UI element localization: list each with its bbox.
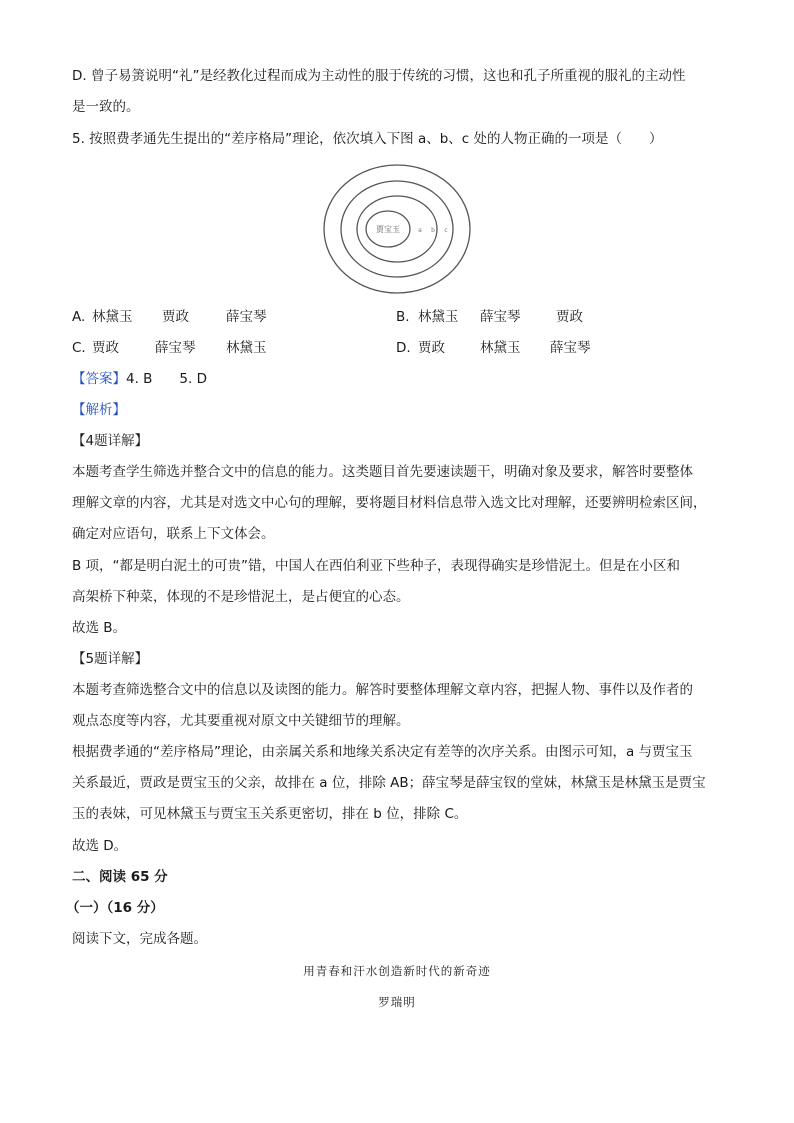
q5-detail-p6: 故选 D。 xyxy=(72,838,128,854)
diagram-label-a: a xyxy=(418,227,422,234)
section-two-title: 二、阅读 65 分 xyxy=(72,869,168,885)
q5-option-d xyxy=(396,338,591,358)
q4-detail-p2: 理解文章的内容，尤其是对选文中心句的理解，要将题目材料信息带入选文比对理解，还要辨明检索区间， xyxy=(72,495,707,511)
option-letter: C. xyxy=(72,340,86,356)
q5-detail-p2: 观点态度等内容，尤其要重视对原文中关键细节的理解。 xyxy=(72,713,410,729)
q5-option-c xyxy=(72,338,267,358)
q4-option-d-line1: D. 曾子易箦说明“礼”是经教化过程而成为主动性的服于传统的习惯，这也和孔子所重视的服礼的主动性 xyxy=(72,68,686,84)
option-name: 贾政 xyxy=(92,340,119,356)
article-title: 用青春和汗水创造新时代的新奇迹 xyxy=(303,964,491,978)
analysis-label: 【解析】 xyxy=(72,402,126,418)
q4-detail-p1: 本题考查学生筛选并整合文中的信息的能力。这类题目首先要速读题干，明确对象及要求，解答时要整体 xyxy=(72,464,693,480)
diagram-label-b: b xyxy=(431,227,435,234)
option-name: 贾政 xyxy=(556,309,583,325)
q5-detail-label: 【5题详解】 xyxy=(72,651,149,667)
option-name: 薛宝琴 xyxy=(550,340,591,356)
q4-detail-label: 【4题详解】 xyxy=(72,433,149,449)
q5-detail-p5: 玉的表妹，可见林黛玉与贾宝玉关系更密切，排在 b 位，排除 C。 xyxy=(72,806,468,822)
option-name: 林黛玉 xyxy=(92,309,133,325)
option-name: 贾政 xyxy=(418,340,445,356)
q5-detail-p3: 根据费孝通的“差序格局”理论，由亲属关系和地缘关系决定有差等的次序关系。由图示可知，a 与贾宝玉 xyxy=(72,744,693,760)
option-name: 薛宝琴 xyxy=(155,340,196,356)
q5-option-b xyxy=(396,307,583,327)
option-name: 林黛玉 xyxy=(418,309,459,325)
q4-detail-p3: 确定对应语句，联系上下文体会。 xyxy=(72,526,275,542)
option-name: 林黛玉 xyxy=(480,340,521,356)
q5-option-a xyxy=(72,307,267,327)
option-name: 林黛玉 xyxy=(226,340,267,356)
option-letter: A. xyxy=(72,309,86,325)
q5-detail-p4: 关系最近，贾政是贾宝玉的父亲，故排在 a 位，排除 AB；薛宝琴是薛宝钗的堂妹，林黛玉是林黛玉是贾宝 xyxy=(72,775,706,791)
article-author: 罗瑞明 xyxy=(378,995,416,1009)
answer-line xyxy=(72,369,207,389)
q5-stem: 5. 按照费孝通先生提出的“差序格局”理论，依次填入下图 a、b、c 处的人物正确的一项是（ ） xyxy=(72,131,663,147)
q4-option-d-line2: 是一致的。 xyxy=(72,99,140,115)
option-name: 薛宝琴 xyxy=(480,309,521,325)
option-letter: B. xyxy=(396,309,410,325)
section-two-subtitle: （一）（16 分） xyxy=(66,900,164,916)
differential-mode-diagram xyxy=(322,163,472,295)
diagram-label-c: c xyxy=(444,227,448,234)
answer-label: 【答案】 xyxy=(72,371,126,387)
option-letter: D. xyxy=(396,340,411,356)
q5-detail-p1: 本题考查筛选整合文中的信息以及读图的能力。解答时要整体理解文章内容，把握人物、事件以及作者的 xyxy=(72,682,693,698)
section-two-instruction: 阅读下文，完成各题。 xyxy=(72,931,207,947)
option-name: 贾政 xyxy=(162,309,189,325)
q4-detail-p5: 高架桥下种菜，体现的不是珍惜泥土，是占便宜的心态。 xyxy=(72,589,410,605)
diagram-center-label: 贾宝玉 xyxy=(376,225,400,234)
answer-text: 4. B 5. D xyxy=(126,371,207,387)
q4-detail-p4: B 项，“都是明白泥土的可贵”错，中国人在西伯利亚下些种子，表现得确实是珍惜泥土。但是在小区和 xyxy=(72,558,681,574)
option-name: 薛宝琴 xyxy=(226,309,267,325)
q4-detail-p6: 故选 B。 xyxy=(72,620,127,636)
